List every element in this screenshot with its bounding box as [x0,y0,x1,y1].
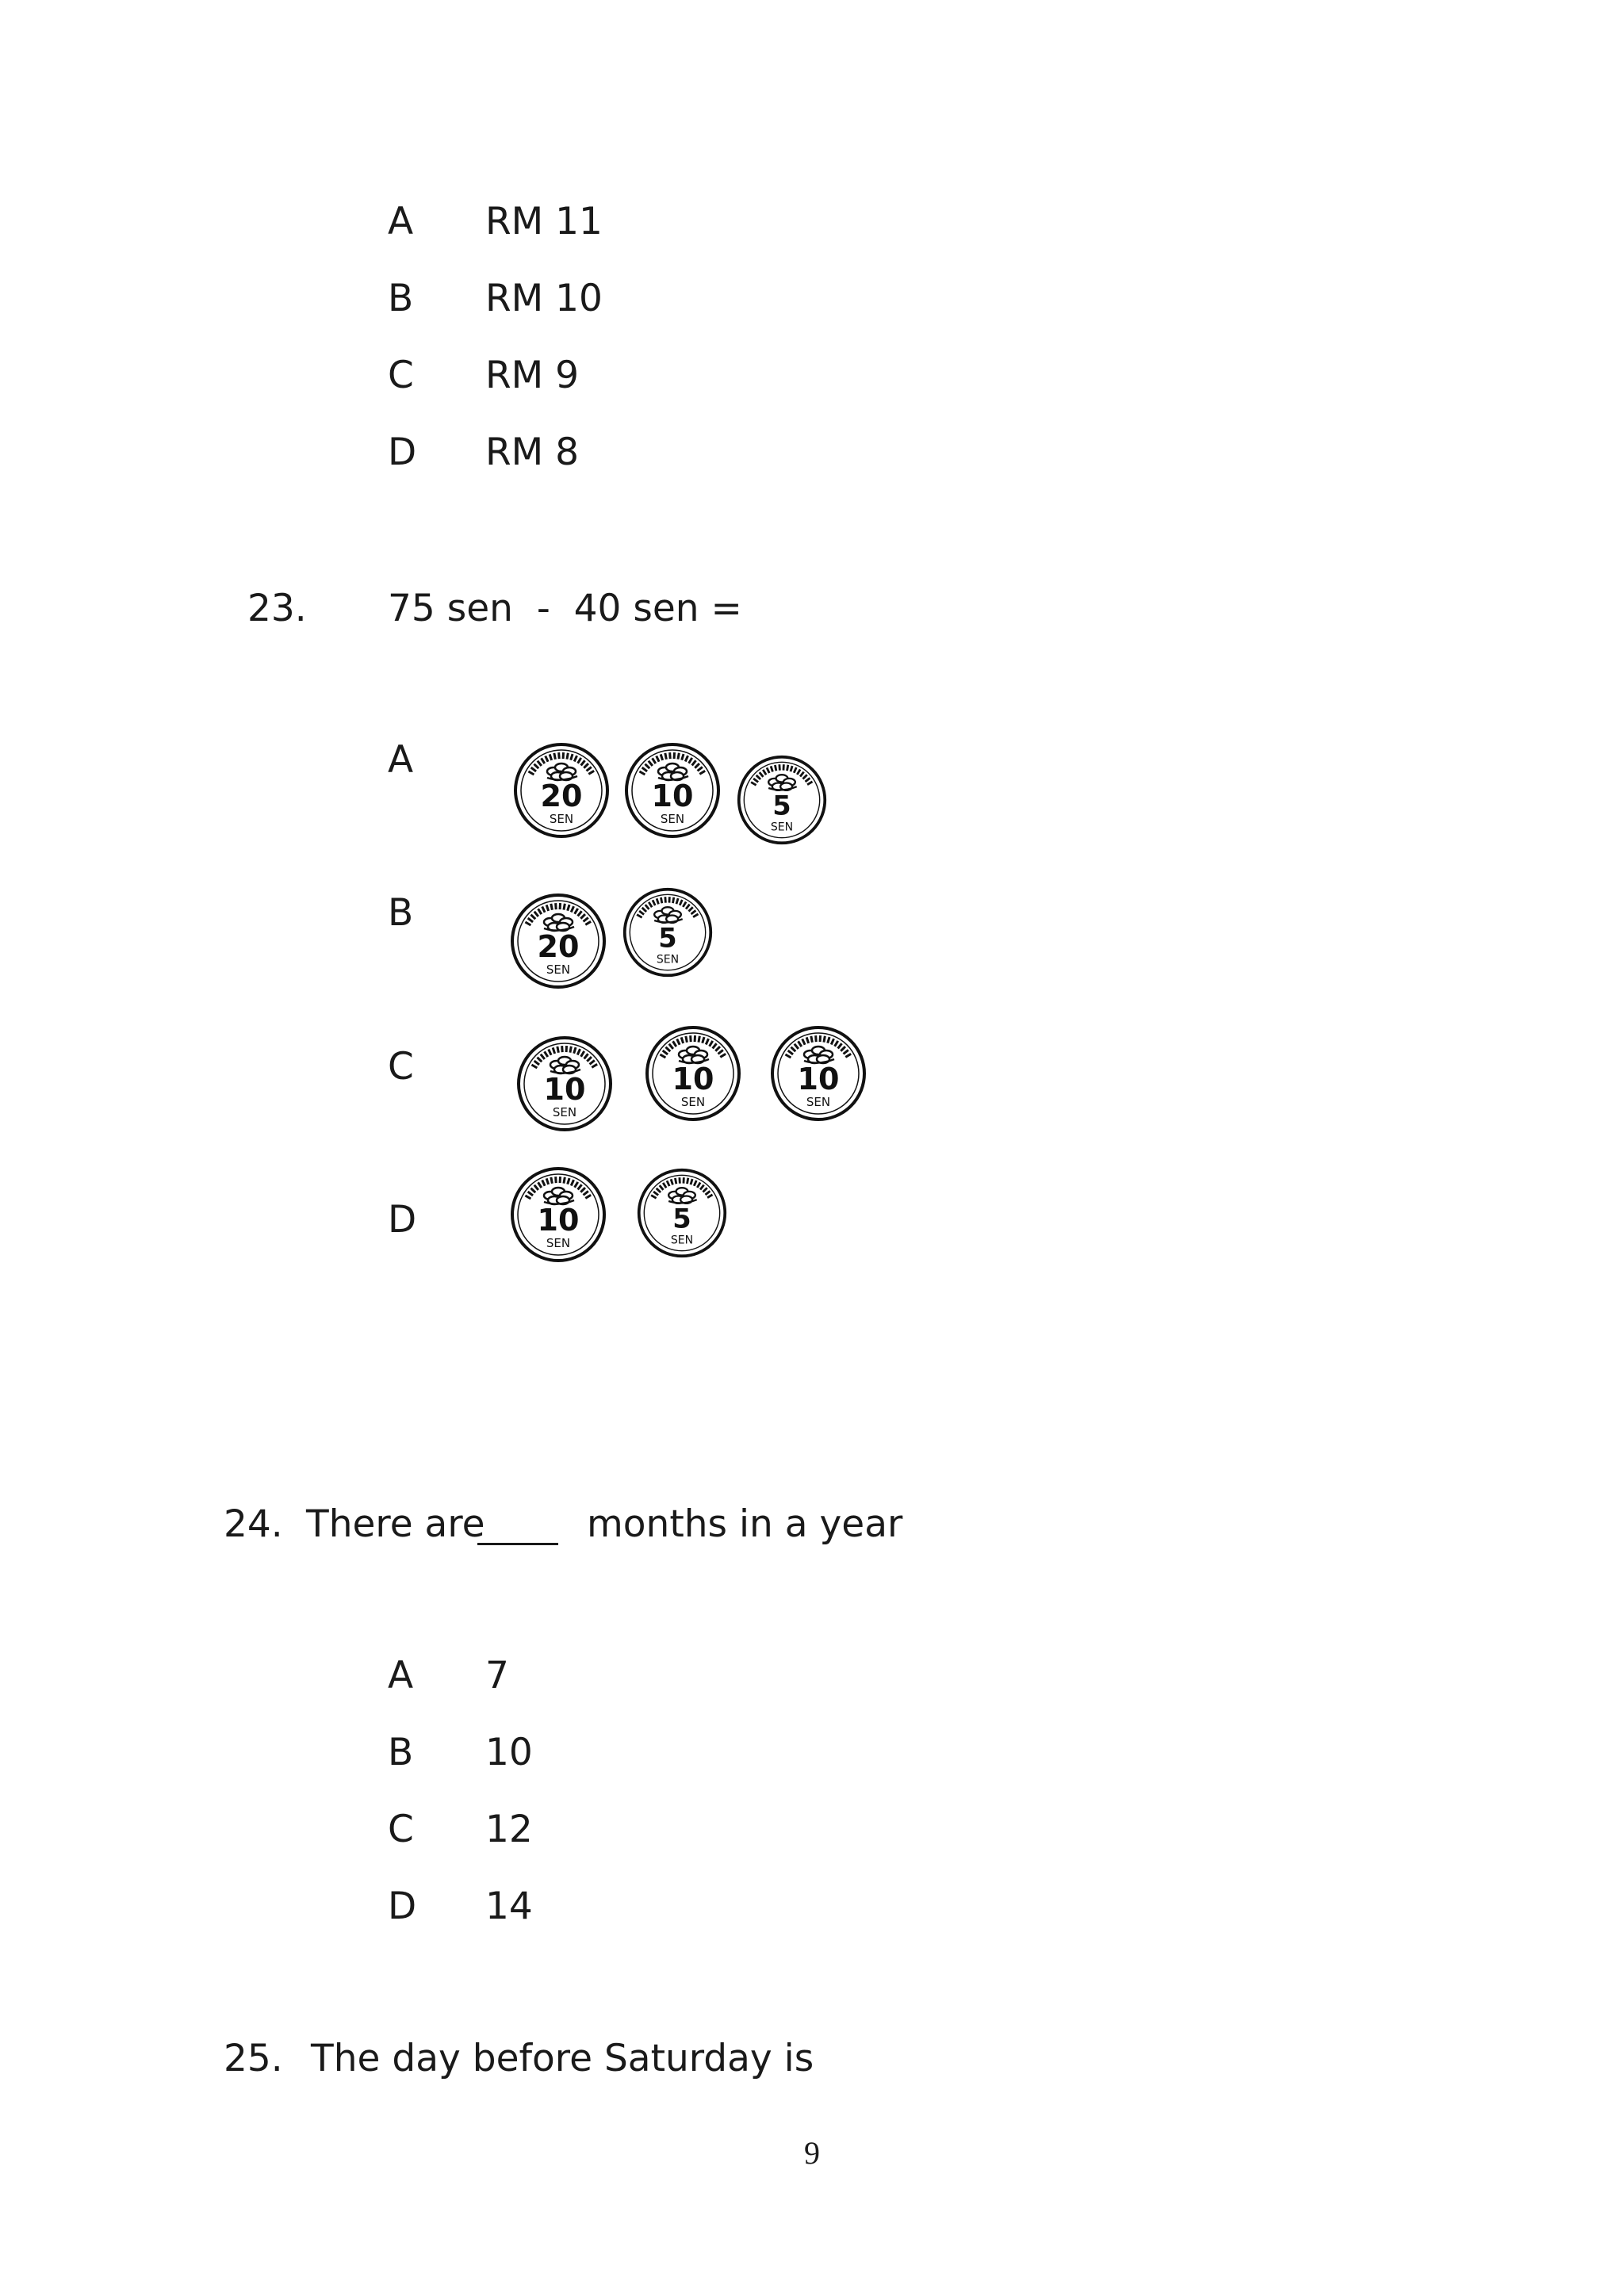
coin-value: 10 [537,1203,580,1238]
coin-unit: SEN [670,1234,694,1247]
q23-option-c-letter: C [388,1045,414,1089]
coin-5-sen [736,754,828,846]
coin-10-sen [515,1035,614,1133]
coin-face [639,1170,726,1257]
page-number: 9 [804,2135,820,2171]
q24-option-d-letter: D [388,1885,417,1928]
q22-option-d-letter: D [388,430,417,474]
coin-unit: SEN [546,962,571,977]
q22-option-b-text: RM 10 [485,277,603,320]
coin-face [647,1027,739,1119]
coin-face [739,757,825,844]
coin-5-sen [622,886,714,978]
coin-unit: SEN [660,812,685,826]
coin-face [626,744,718,836]
q24-option-b-letter: B [388,1731,414,1774]
coin-value: 10 [797,1062,840,1096]
coin-face [625,890,711,976]
coin-10-sen [769,1024,868,1123]
coin-value: 20 [540,779,583,813]
q23-number: 23. [247,587,307,630]
q23-option-d-letter: D [388,1198,417,1242]
coin-value: 20 [537,929,580,964]
q22-option-a-text: RM 11 [485,200,603,243]
coin-face [519,1038,611,1130]
q22-option-c-text: RM 9 [485,354,580,397]
coin-face [512,1169,604,1261]
coin-5-sen [636,1167,728,1259]
q24-text-before: There are [306,1502,485,1546]
q25-question-text: The day before Saturday is [311,2037,814,2080]
coin-unit: SEN [546,1236,571,1250]
coin-unit: SEN [680,1095,706,1109]
coin-face [515,744,607,836]
coin-unit: SEN [549,812,574,826]
coin-unit: SEN [656,953,680,966]
coin-value: 5 [672,1203,691,1234]
coin-unit: SEN [770,821,794,834]
coin-unit: SEN [552,1105,577,1119]
coin-value: 5 [772,790,791,821]
q22-option-c-letter: C [388,354,414,397]
coin-20-sen [509,892,607,990]
coin-value: 10 [672,1062,714,1096]
q22-option-d-text: RM 8 [485,430,580,474]
answer-blank [477,1543,558,1545]
coin-value: 5 [658,922,677,954]
coin-face [512,895,604,987]
q24-number: 24. [224,1502,283,1546]
coin-unit: SEN [806,1095,831,1109]
q22-option-b-letter: B [388,277,414,320]
q23-option-a-letter: A [388,738,414,782]
q25-number: 25. [224,2037,283,2080]
coin-10-sen [509,1165,607,1264]
q23-option-b-letter: B [388,891,414,935]
q24-option-a-text: 7 [485,1654,509,1697]
coin-10-sen [623,741,722,840]
coin-value: 10 [543,1072,586,1107]
coin-20-sen [512,741,611,840]
q24-option-a-letter: A [388,1654,414,1697]
q23-question-text: 75 sen - 40 sen = [388,587,742,630]
q22-option-a-letter: A [388,200,414,243]
q24-text-after: months in a year [587,1502,903,1546]
coin-face [772,1027,864,1119]
q24-option-b-text: 10 [485,1731,533,1774]
q24-option-c-text: 12 [485,1808,533,1851]
coin-10-sen [644,1024,742,1123]
coin-value: 10 [651,779,694,813]
q24-option-d-text: 14 [485,1885,533,1928]
q24-option-c-letter: C [388,1808,414,1851]
